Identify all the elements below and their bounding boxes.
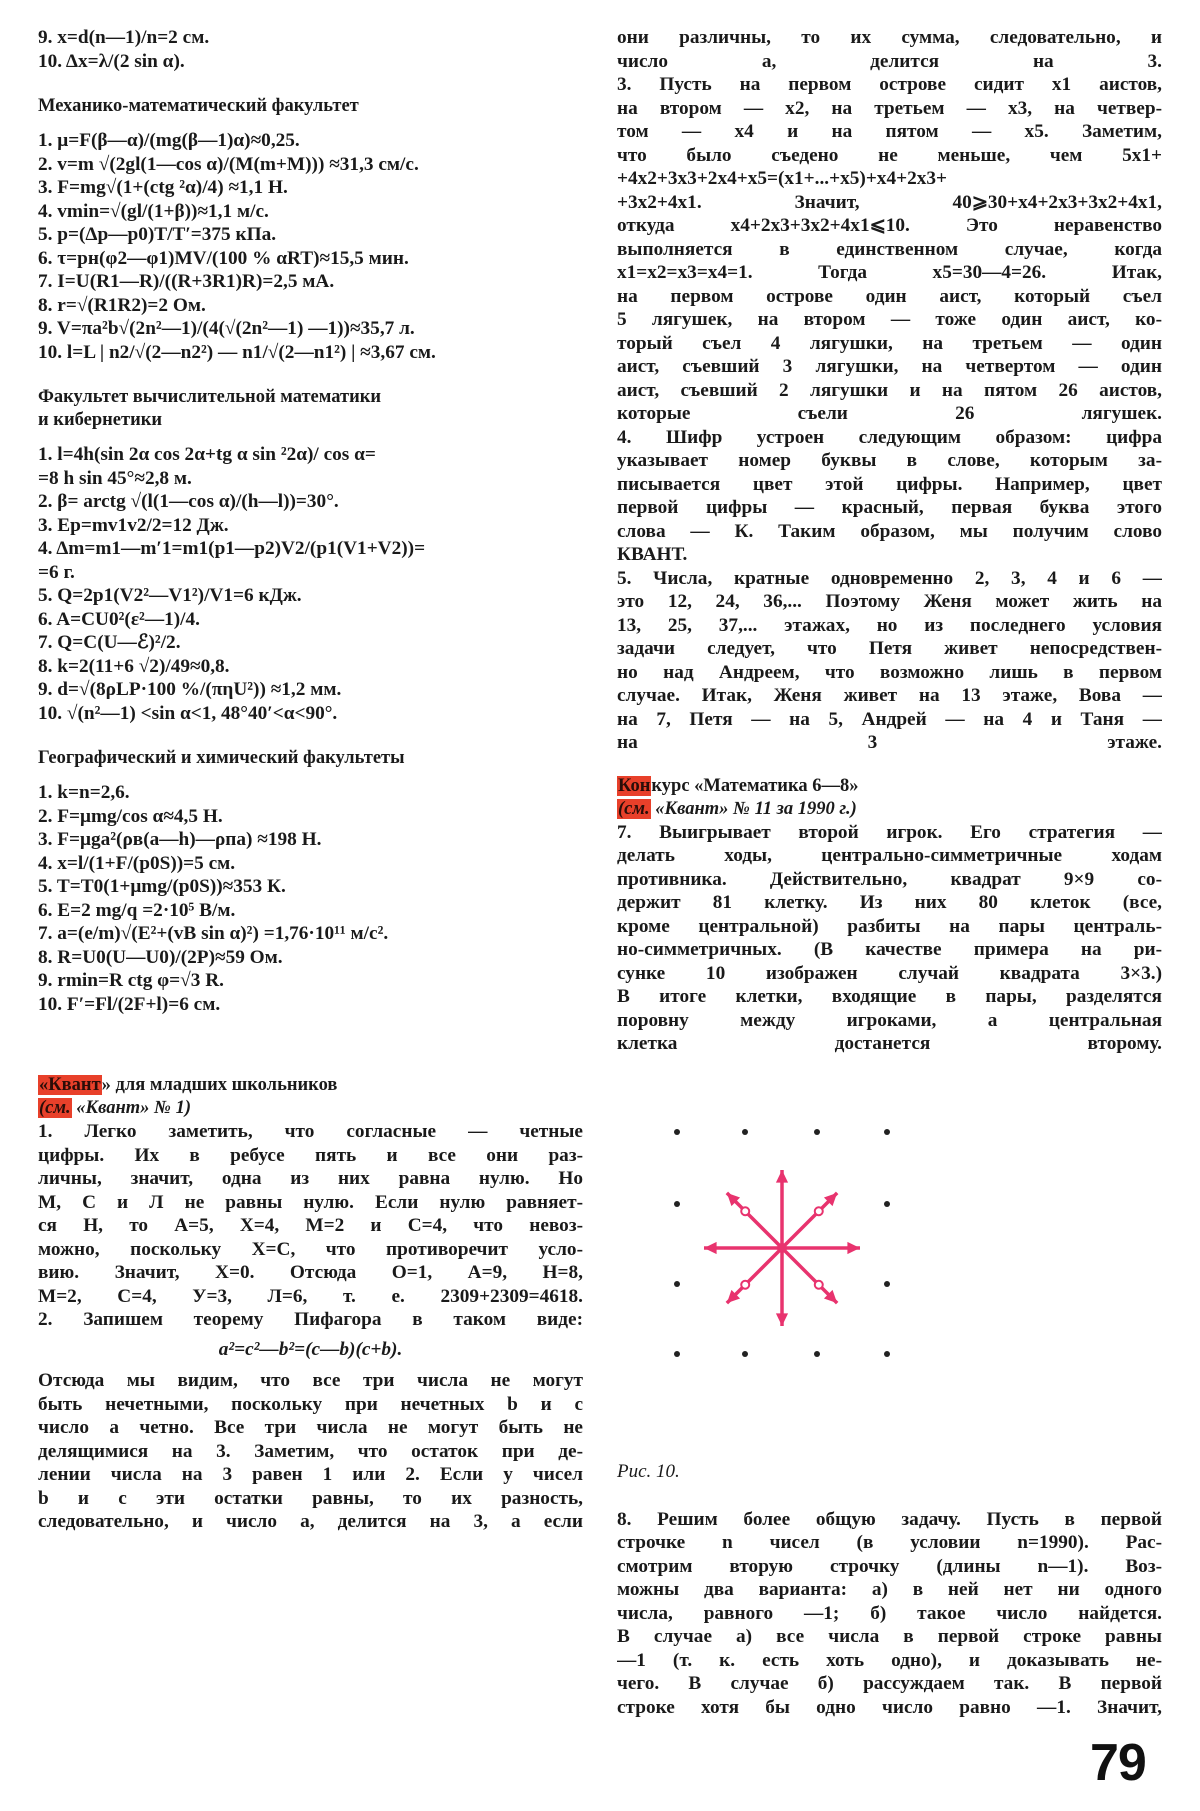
contest-section — [617, 775, 1162, 1056]
text-line: М=2, С=4, У=3, Л=6, т. е. 2309+2309=4618. — [38, 1285, 583, 1307]
text-line: указывает номер буквы в слове, которым за- — [617, 450, 1162, 471]
answers-top — [38, 26, 583, 73]
text-line: число a, делится на 3. — [617, 50, 1162, 72]
text-line: случае. Итак, Женя живет на 13 этаже, Вова — — [617, 685, 1162, 706]
answer-line: 1. k=n=2,6. — [38, 782, 130, 803]
text-line: 2. Запишем теорему Пифагора в таком виде: — [38, 1309, 583, 1330]
page-number: 79 — [1090, 1734, 1146, 1792]
text-line: можны два варианта: а) в ней нет ни одного — [617, 1579, 1162, 1600]
answer-line: 2. F=μmg/cos α≈4,5 Н. — [38, 805, 223, 827]
answer-line: 3. F=μga²(ρв(a—h)—ρпa) ≈198 Н. — [38, 829, 322, 850]
answer-line: 9. x=d(n—1)/n=2 см. — [38, 27, 210, 48]
text-line: следовательно, и число a, делится на 3, а если — [38, 1511, 583, 1532]
text-line: но над Андреем, что возможно лишь в первом — [617, 661, 1162, 683]
answer-line: 10. F′=Fl/(2F+l)=6 см. — [38, 993, 221, 1015]
answer-line: =6 г. — [38, 561, 75, 583]
figure-caption: Рис. 10. — [617, 1460, 680, 1482]
text-line: 3. Пусть на первом острове сидит x1 аистов, — [617, 74, 1162, 95]
text-line: смотрим вторую строчку (длины n—1). Воз- — [617, 1555, 1162, 1577]
text-line: В случае а) все числа в первой строке равны — [617, 1626, 1162, 1647]
text-line: на 3 этаже. — [617, 732, 1162, 753]
text-line: строке хотя бы одно число равно —1. Значит, — [617, 1696, 1162, 1718]
grid-dot — [674, 1129, 680, 1135]
text-line: поровну между игроками, а центральная — [617, 1009, 1162, 1031]
spacer — [38, 432, 583, 443]
answer-line: 2. β= arctg √(l(1—cos α)/(h—l))=30°. — [38, 491, 339, 512]
grid-dot — [884, 1351, 890, 1357]
grid-dot — [674, 1201, 680, 1207]
answer-line: 10. √(n²—1) <sin α<1, 48°40′<α<90°. — [38, 702, 338, 724]
contest-title: Конкурс «Математика 6—8» — [618, 775, 859, 796]
grid-dot — [884, 1281, 890, 1287]
contest-subtitle: (см. «Квант» № 11 за 1990 г.) — [618, 798, 857, 819]
answer-line: 4. Δm=m1—m′1=m1(p1—p2)V2/(p1(V1+V2))= — [38, 538, 426, 559]
text-line: 4. Шифр устроен следующим образом: цифра — [617, 426, 1162, 448]
text-line: ся Н, то А=5, Х=4, М=2 и С=4, что невоз- — [38, 1215, 583, 1236]
section-title: Факультет вычислительной математики — [38, 387, 382, 407]
kvant-para-2 — [38, 1369, 583, 1534]
spacer — [38, 118, 583, 129]
text-line: 1. Легко заметить, что согласные — четные — [38, 1121, 583, 1142]
text-line: строчке n чисел (в условии n=1990). Рас- — [617, 1532, 1162, 1553]
text-line: делящимися на 3. Заметим, что остаток при де- — [38, 1440, 583, 1462]
grid-dot — [814, 1129, 820, 1135]
figure-10 — [617, 1114, 1162, 1454]
arrow-head — [847, 1241, 860, 1253]
answer-line: 9. rmin=R ctg φ=√3 R. — [38, 970, 224, 991]
kvant-juniors-title: «Квант» для младших школьников — [39, 1075, 338, 1095]
answer-line: 2. v=m √(2gl(1—cos α)/(M(m+M))) ≈31,3 см/с. — [38, 153, 419, 175]
text-line: число a четно. Все три числа не могут быть не — [38, 1417, 583, 1438]
answer-line: 7. I=U(R1—R)/((R+3R1)R)=2,5 мА. — [38, 271, 335, 292]
problem-8-answer — [617, 1508, 1162, 1720]
text-line: В итоге клетки, входящие в пары, разделятся — [617, 986, 1162, 1007]
answer-line: 1. μ=F(β—α)/(mg(β—1)α)≈0,25. — [38, 130, 300, 151]
text-line: которые съели 26 лягушек. — [617, 403, 1162, 424]
text-line: КВАНТ. — [617, 544, 688, 565]
grid-dot — [884, 1129, 890, 1135]
inner-dot — [741, 1207, 749, 1215]
text-line: что было съедено не меньше, чем 5x1+ — [617, 144, 1162, 166]
kvant-juniors-subtitle: (см. «Квант» № 1) — [39, 1098, 191, 1118]
text-line: быть нечетными, поскольку при нечетных b и c — [38, 1393, 583, 1415]
answer-line: 5. T=T0(1+μmg/(p0S))≈353 К. — [38, 876, 286, 897]
answer-line: 6. τ=pн(φ2—φ1)MV/(100 % αRT)≈15,5 мин. — [38, 247, 409, 269]
text-line: том — x4 и на пятом — x5. Заметим, — [617, 121, 1162, 142]
text-line: откуда x4+2x3+3x2+4x1⩽10. Это неравенство — [617, 215, 1162, 236]
text-line: вию. Значит, Х=0. Отсюда О=1, А=9, Н=8, — [38, 1262, 583, 1283]
text-line: можно, поскольку Х=С, что противоречит усло- — [38, 1238, 583, 1260]
text-line: выполняется в единственном случае, когда — [617, 238, 1162, 260]
text-line: числа, равного —1; б) такое число найдется. — [617, 1602, 1162, 1624]
kvant-juniors-section — [38, 1074, 583, 1534]
answer-line: 10. Δx=λ/(2 sin α). — [38, 50, 185, 72]
answer-line: =8 h sin 45°≈2,8 м. — [38, 467, 192, 489]
grid-dot — [814, 1351, 820, 1357]
pythagoras-formula: a²=c²—b²=(c—b)(c+b). — [218, 1338, 403, 1360]
answer-line: 3. F=mg√(1+(ctg ²α)/4) ≈1,1 Н. — [38, 177, 288, 198]
arrow-head — [776, 1313, 788, 1326]
answer-line: 6. A=CU0²(ε²—1)/4. — [38, 608, 200, 630]
answer-line: 9. V=πa²b√(2n²—1)/(4(√(2n²—1) —1))≈35,7 л. — [38, 318, 415, 339]
grid-dot — [742, 1129, 748, 1135]
answer-line: 8. R=U0(U—U0)/(2P)≈59 Ом. — [38, 946, 283, 968]
text-line: 8. Решим более общую задачу. Пусть в первой — [617, 1508, 1162, 1530]
text-line: 7. Выигрывает второй игрок. Его стратегия — — [617, 821, 1162, 843]
marker-highlight: (см. — [618, 798, 650, 819]
grid-dot — [674, 1351, 680, 1357]
contest-answer-7 — [617, 821, 1162, 1056]
spacer — [38, 770, 583, 781]
text-line: b и c эти остатки равны, то их разность, — [38, 1487, 583, 1509]
continued-answers — [617, 26, 1162, 755]
grid-dot — [742, 1351, 748, 1357]
answer-line: 10. l=L | n2/√(2—n2²) — n1/√(2—n1²) | ≈3,67 см. — [38, 341, 436, 363]
answer-line: 7. a=(e/m)√(E²+(vB sin α)²) =1,76·10¹¹ м/с². — [38, 923, 389, 944]
answer-line: 7. Q=C(U—ℰ)²/2. — [38, 632, 181, 653]
answer-line: 5. p=(Δp—p0)T/T′=375 кПа. — [38, 224, 277, 245]
section-title: Механико-математический факультет — [38, 96, 359, 116]
inner-dot — [815, 1280, 823, 1288]
text-line: +4x2+3x3+2x4+x5=(x1+...+x5)+x4+2x3+ — [617, 168, 947, 189]
text-line: +3x2+4x1. Значит, 40⩾30+x4+2x3+3x2+4x1, — [617, 191, 1162, 213]
text-line: на 7, Петя — на 5, Андрей — на 4 и Таня — — [617, 708, 1162, 730]
text-line: аист, съевший 2 лягушки и на пятом 26 аистов, — [617, 379, 1162, 401]
answer-line: 1. l=4h(sin 2α cos 2α+tg α sin ²2α)/ cos α= — [38, 444, 376, 465]
arrow-head — [776, 1170, 788, 1183]
text-line: писывается цвет этой цифры. Например, цвет — [617, 473, 1162, 495]
text-line: противника. Действительно, квадрат 9×9 со- — [617, 868, 1162, 890]
text-line: x1=x2=x3=x4=1. Тогда x5=30—4=26. Итак, — [617, 262, 1162, 283]
answer-line: 6. E=2 mg/q =2·10⁵ В/м. — [38, 899, 236, 921]
text-line: аист, съевший 3 лягушки, на четвертом — один — [617, 356, 1162, 377]
section-title: и кибернетики — [38, 410, 163, 430]
faculty-section — [38, 95, 583, 364]
center-dot — [777, 1243, 787, 1253]
text-line: это 12, 24, 36,... Поэтому Женя может жить на — [617, 591, 1162, 612]
text-line: но-симметричных. (В качестве примера на ри- — [617, 939, 1162, 960]
inner-dot — [741, 1280, 749, 1288]
section-title: Географический и химический факультеты — [38, 748, 405, 768]
grid-dot — [674, 1281, 680, 1287]
text-line: чего. В случае б) рассуждаем так. В первой — [617, 1673, 1162, 1694]
text-line: лении числа на 3 равен 1 или 2. Если у чисел — [38, 1464, 583, 1485]
marker-highlight: «Квант — [39, 1075, 101, 1095]
text-line: держит 81 клетку. Из них 80 клеток (все, — [617, 892, 1162, 913]
faculty-section — [38, 386, 583, 725]
text-line: сунке 10 изображен случай квадрата 3×3.) — [617, 962, 1162, 984]
answer-line: 4. vmin=√(gl/(1+β))≈1,1 м/с. — [38, 200, 269, 222]
text-line: цифры. Их в ребусе пять и все они раз- — [38, 1144, 583, 1166]
answer-line: 3. Ep=mv1v2/2=12 Дж. — [38, 514, 229, 536]
answer-line: 8. k=2(11+6 √2)/49≈0,8. — [38, 655, 230, 677]
left-column — [38, 26, 583, 1534]
faculty-sections — [38, 95, 583, 1016]
text-line: М, С и Л не равны нулю. Если нулю равняет- — [38, 1191, 583, 1213]
right-column — [617, 26, 1162, 1719]
faculty-section — [38, 747, 583, 1016]
text-line: 5. Числа, кратные одновременно 2, 3, 4 и 6 — — [617, 567, 1162, 589]
answer-line: 4. x=l/(1+F/(p0S))=5 см. — [38, 852, 236, 874]
text-line: они различны, то их сумма, следовательно, и — [617, 27, 1162, 48]
text-line: на первом острове один аист, который съел — [617, 285, 1162, 307]
marker-highlight: (см. — [39, 1098, 71, 1118]
text-line: —1 (т. к. есть хоть одно), и доказывать не- — [617, 1649, 1162, 1671]
text-line: слова — К. Таким образом, мы получим слово — [617, 520, 1162, 542]
grid-dot — [884, 1201, 890, 1207]
answer-line: 5. Q=2p1(V2²—V1²)/V1=6 кДж. — [38, 585, 302, 606]
figure-10-diagram — [617, 1114, 1162, 1454]
text-line: торый съел 4 лягушки, на третьем — один — [617, 332, 1162, 354]
text-line: делать ходы, центрально-симметричные ходам — [617, 845, 1162, 866]
answer-line: 9. d=√(8ρLP·100 %/(πηU²)) ≈1,2 мм. — [38, 679, 342, 700]
text-line: задачи следует, что Петя живет непосредствен- — [617, 638, 1162, 659]
text-line: первой цифры — красный, первая буква этого — [617, 497, 1162, 518]
text-line: Отсюда мы видим, что все три числа не могут — [38, 1370, 583, 1391]
text-line: 5 лягушек, на втором — тоже один аист, ко- — [617, 309, 1162, 330]
kvant-para-1 — [38, 1120, 583, 1332]
text-line: 13, 25, 37,... этажах, но из последнего условия — [617, 614, 1162, 636]
arrow-head — [704, 1241, 717, 1253]
text-line: кроме центральной) разбиты на пары централь- — [617, 915, 1162, 937]
inner-dot — [815, 1207, 823, 1215]
text-line: личны, значит, одна из них равна нулю. Но — [38, 1168, 583, 1189]
answer-line: 8. r=√(R1R2)=2 Ом. — [38, 294, 206, 316]
text-line: клетка достанется второму. — [617, 1033, 1162, 1054]
text-line: на втором — x2, на третьем — x3, на четвер- — [617, 97, 1162, 119]
marker-highlight: Кон — [618, 775, 651, 796]
